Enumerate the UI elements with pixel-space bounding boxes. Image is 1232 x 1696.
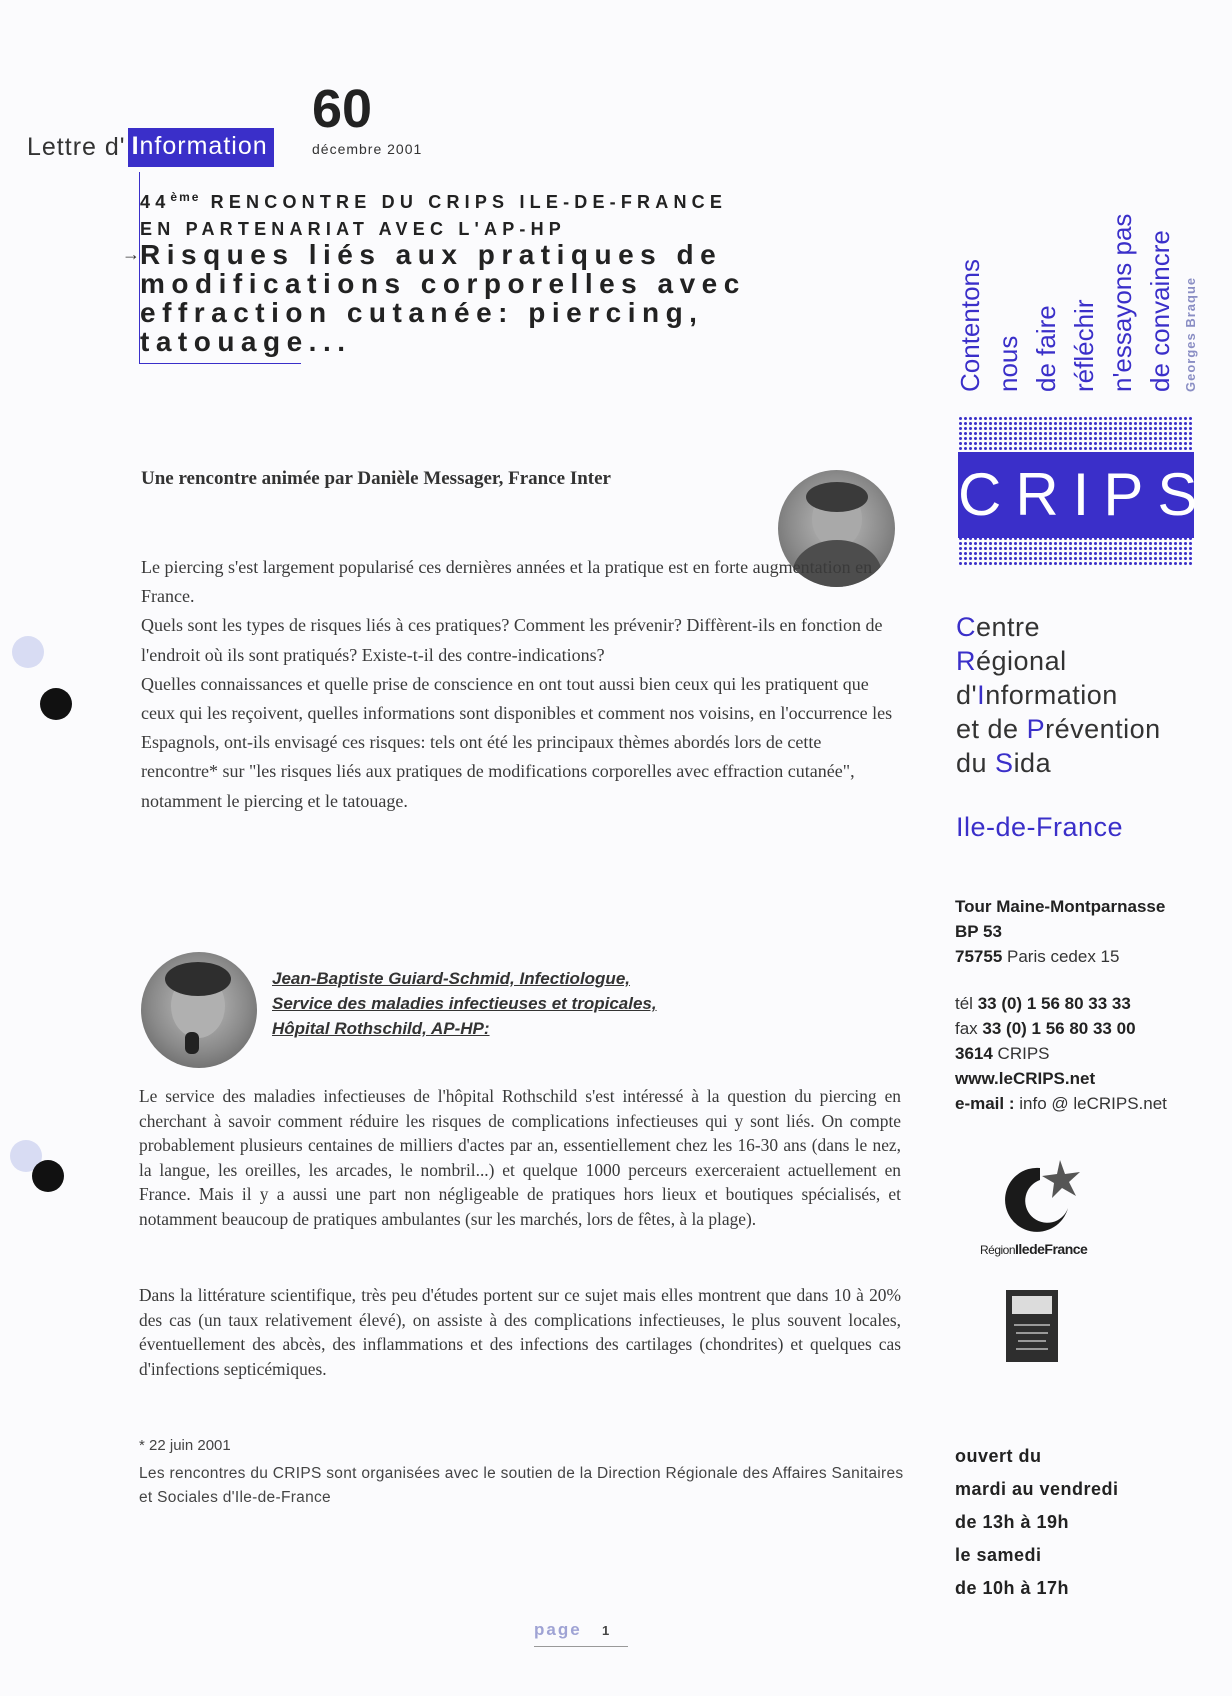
prefecture-text-icon xyxy=(1012,1320,1052,1358)
body-paragraph-2: Dans la littérature scientifique, très peu d'études portent sur ce sujet mais elles montrent que dans 10 à 20% des cas (un taux relativement élevé), on assiste à des complications infectieuses, le plus souvent locales, éventuellement des abcès, des inflammations et des infections des cartilages (chondrites) et quelques cas d'infections septicémiques. xyxy=(139,1285,901,1379)
org-line-2: Régional xyxy=(956,646,1067,676)
email-line[interactable]: e-mail : info @ leCRIPS.net xyxy=(955,1094,1167,1113)
org-line-1: Centre xyxy=(956,612,1041,642)
region-logo-text: RégionIledeFrance xyxy=(980,1241,1088,1257)
arrow-icon: → xyxy=(122,244,140,264)
masthead-title xyxy=(27,128,274,167)
address-line-2: BP 53 xyxy=(955,922,1002,941)
intro-byline: Une rencontre animée par Danièle Messager, France Inter xyxy=(141,468,611,489)
crips-logo-text: CRIPS xyxy=(958,461,1212,528)
org-line-3: d'Information xyxy=(956,680,1118,710)
speaker-hospital: Hôpital Rothschild, AP-HP: xyxy=(272,1019,490,1038)
intro-text xyxy=(141,553,901,816)
punch-hole-light-top xyxy=(12,636,44,668)
region-ile-de-france-logo xyxy=(980,1150,1100,1260)
organization-name xyxy=(956,610,1161,780)
quote-line-4: réfléchir xyxy=(1069,299,1099,392)
speaker-photo xyxy=(141,952,257,1068)
body-paragraph-1: Le service des maladies infectieuses de l'hôpital Rothschild s'est intéressé à la question du piercing en cherchant à savoir comment réduire les risques de complications infectieuses qui y sont liés. On compte probablement plusieurs centaines de milliers d'actes par an, essentiellement chez les 16-30 ans (dans le nez, la langue, les oreilles, les arcades, le nombril...) et quelque 1000 perceurs exerceraient actuellement en France. Mais il y a aussi une part non négligeable de pratiques hors lieux et boutiques spécialisés, et notamment beaucoup de pratiques ambulantes (sur les marchés, lors de fêtes, à la plage). xyxy=(139,1086,901,1229)
quote-line-1: Contentons xyxy=(955,259,985,392)
opening-line-2: mardi au vendredi xyxy=(955,1479,1119,1499)
website-link[interactable]: www.leCRIPS.net xyxy=(955,1069,1096,1088)
intro-paragraph-2: Quels sont les types de risques liés à ces pratiques? Comment les prévenir? Diffèrent-ils en fonction de l'endroit où ils sont pratiqués? Existe-t-il des contre-indications? xyxy=(141,615,883,665)
issue-date: décembre 2001 xyxy=(312,141,423,157)
footnote-date: * 22 juin 2001 xyxy=(139,1437,231,1454)
quote-line-5: n'essayons pas xyxy=(1107,213,1137,392)
organization-region: Ile-de-France xyxy=(956,812,1124,842)
minitel-line: 3614 CRIPS xyxy=(955,1044,1050,1063)
intro-paragraph-3: Quelles connaissances et quelle prise de conscience en ont tout aussi bien ceux qui les pratiquent que ceux qui les reçoivent, quelles informations sont disponibles et comment nos voisins, en l'occurrence les Espagnols, ont-ils envisagé ces risques: tels ont été les principaux thèmes abordés lors de cette rencontre* sur "les risques liés aux pratiques de modifications corporelles avec effraction cutanée", notamment le piercing et le tatouage. xyxy=(141,673,893,811)
headline-rule-horizontal xyxy=(139,363,301,364)
kicker-line-2: EN PARTENARIAT AVEC L'AP-HP xyxy=(140,219,567,239)
contact-block xyxy=(955,894,1167,1116)
address-line-3: 75755 Paris cedex 15 xyxy=(955,947,1120,966)
speaker-department: Service des maladies infectieuses et tropicales, xyxy=(272,994,657,1013)
org-line-4: et de Prévention xyxy=(956,714,1161,744)
page-rule xyxy=(534,1646,628,1647)
opening-hours xyxy=(955,1440,1119,1605)
opening-line-1: ouvert du xyxy=(955,1446,1042,1466)
kicker-line-1: 44ème RENCONTRE DU CRIPS ILE-DE-FRANCE xyxy=(140,190,728,212)
page-label: page xyxy=(534,1620,582,1639)
punch-hole-dark-bottom xyxy=(32,1160,64,1192)
quote-author: Georges Braque xyxy=(1183,276,1198,392)
org-line-5: du Sida xyxy=(956,748,1052,778)
prefecture-flag-icon xyxy=(1012,1296,1052,1314)
fax-line: fax 33 (0) 1 56 80 33 00 xyxy=(955,1019,1136,1038)
opening-line-4: le samedi xyxy=(955,1545,1042,1565)
contact-spacer xyxy=(955,969,1167,991)
region-logo-icon xyxy=(980,1150,1100,1240)
issue-number: 60 xyxy=(312,79,373,139)
masthead-box: Information xyxy=(128,128,274,167)
speaker-name: Jean-Baptiste Guiard-Schmid, Infectiologue, xyxy=(272,969,630,988)
quote-line-3: de faire xyxy=(1031,305,1061,392)
address-line-1: Tour Maine-Montparnasse xyxy=(955,897,1166,916)
intro-paragraph-1: Le piercing s'est largement popularisé ces dernières années et la pratique est en forte augmentation en France. xyxy=(141,557,873,607)
punch-hole-dark-top xyxy=(40,688,72,720)
masthead-prefix: Lettre d' xyxy=(27,133,126,161)
quote-line-6: de convaincre xyxy=(1145,230,1175,392)
footnote-text: Les rencontres du CRIPS sont organisées avec le soutien de la Direction Régionale des Affaires Sanitaires et Sociales d'Ile-de-France xyxy=(139,1465,904,1506)
opening-line-3: de 13h à 19h xyxy=(955,1512,1070,1532)
opening-line-5: de 10h à 17h xyxy=(955,1578,1070,1598)
headline-title: Risques liés aux pratiques de modifications corporelles avec effraction cutanée: piercing, tatouage... xyxy=(140,239,746,357)
phone-line: tél 33 (0) 1 56 80 33 33 xyxy=(955,994,1131,1013)
speaker-credit xyxy=(272,966,657,1041)
page-number: 1 xyxy=(602,1623,610,1638)
quote-line-2: nous xyxy=(993,335,1023,392)
